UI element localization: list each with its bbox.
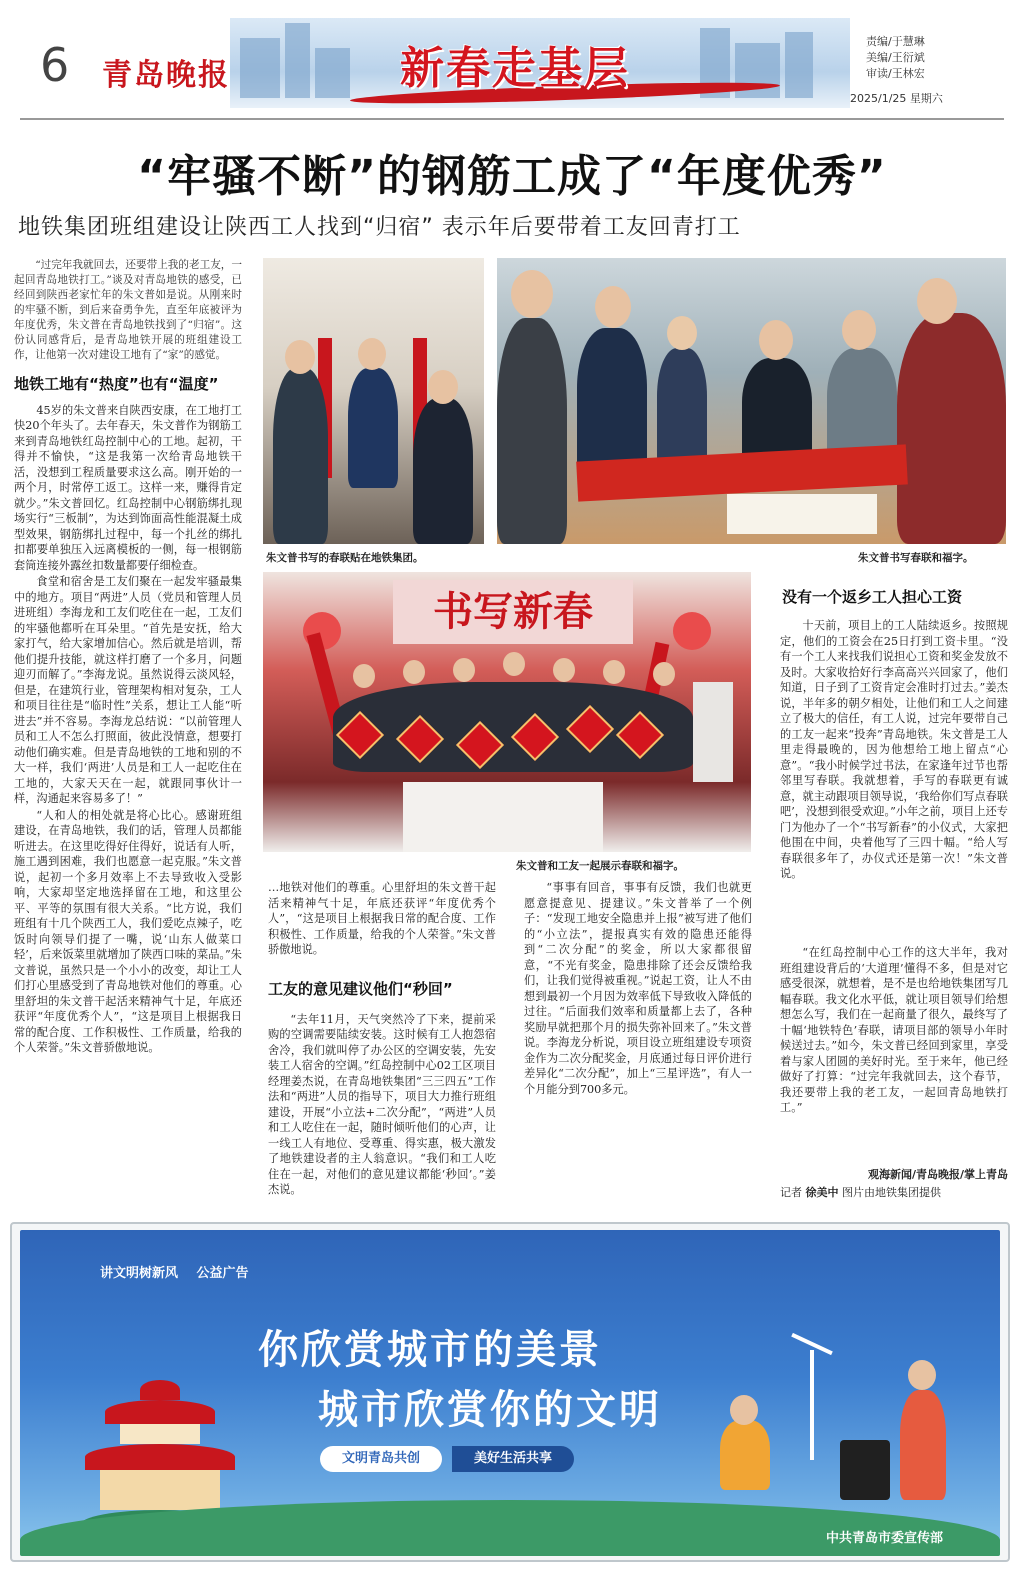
date: 2025/1/25 [850,92,907,105]
paper-logo: 青岛晚报 [102,58,230,93]
credit-line: 美编/王衍斌 [866,51,925,64]
paragraph: 十天前，项目上的工人陆续返乡。按照规定，他们的工资会在25日打到工资卡里。“没有一个工人来找我们说担心工资和奖金发放不及时。大家收拾好行李高高兴兴回家了，他们知道，日子到了工资肯定会准时打过去。”姜杰说，半年多的朝夕相处，让他们和工人之间建立了极大的信任，有工人说，过完年要带自己的工友一起来“投奔”青岛地铁。朱文普是工人里走得最晚的，因为他想给工地上留点“心意”。“我小时候学过书法，在家逢年过节也帮邻里写春联。我就想着，手写的春联更有诚意，就主动跟项目领导说，‘我给你们写点春联吧’，没想到很受欢迎。”小年之前，项目上还专门为他办了一个“书写新春”的小仪式，大家把他围在中间，央着他写了三四十幅。“给人写春联很多年了，办仪式还是第一次！”朱文普说。 [780,619,1008,880]
section-title-1: 地铁工地有“热度”也有“温度” [14,375,219,393]
banner-title: 新春走基层 [400,43,630,94]
byline [780,1185,1008,1201]
paragraph: “在红岛控制中心工作的这大半年，我对班组建设背后的‘大道理’懂得不多，但是对它感受很深，就想着，是不是也给地铁集团写几幅春联。我文化水平低，就让项目领导们给想想怎么写，我们在一起商量了很久，最终写了十幅‘地铁特色’春联，请项目部的领导小年时候送过去。”如今，朱文普已经回到家里，享受着与家人团圆的美好时光。至于来年，他已经做好了打算：“过完年我就回去，这个春节，我还要带上我的老工友，一起回青岛地铁打工。” [780,946,1008,1114]
paragraph: 45岁的朱文普来自陕西安康，在工地打工快20个年头了。去年春天，朱文普作为钢筋工来到青岛地铁红岛控制中心的工地。起初，干得并不愉快，“这是我第一次给青岛地铁干活，没想到工程质量要求这么高。刚开始的一两个月，时常停工返工。这样一来，赚得肯定就少。”朱文普回忆。红岛控制中心钢筋绑扎现场实行“三板制”，为达到饰面高性能混凝土成型效果，钢筋绑扎过程中，每一个扎丝的绑扎扣都要单独压入远离模板的一侧，每一根钢筋套筒连接外露丝扣数量都要仔细检查。 [14,403,242,572]
ad-tags [100,1262,263,1281]
credit-line: 审读/王林宏 [866,67,925,80]
trash-bin [840,1440,890,1500]
photo-caption-1: 朱文普书写的春联贴在地铁集团。 [266,552,424,564]
column-2 [268,880,496,1209]
photo-writing-couplets [497,258,1006,544]
photo-credit: 图片由地铁集团提供 [842,1185,941,1199]
dateline [850,90,943,106]
column-1 [14,258,242,1059]
photo-caption-2: 朱文普书写春联和福字。 [858,552,974,564]
ad-pill-1: 文明青岛共创 [320,1446,442,1472]
paragraph: “事事有回音，事事有反馈，我们也就更愿意提意见、提建议。”朱文普举了一个例子：“发现工地安全隐患并上报”被写进了他们的“小立法”，提报真实有效的隐患还能得到“二次分配”的奖金，所以大家都很留意，“不光有奖金，隐患排除了还会反馈给我们，让我们觉得被重视。”说起工资，让人不由想到最初一个月因为效率低下导致收入降低的过往。“后面我们效率和质量都上去了，各种奖励早就把那个月的损失弥补回来了。”朱文普说。李海龙分析说，项目设立班组建设专项资金作为二次分配奖金，月底通过每日评价进行差异化“二次分配”，加上“三星评选”，有人一个月能分到700多元。 [524,881,752,1096]
column-4 [780,618,1008,1200]
ad-slogan-1: 你欣赏城市的美景 [258,1327,602,1373]
photo-couplets-on-door [263,258,484,544]
weekday: 星期六 [909,92,943,105]
section-title-3: 没有一个返乡工人担心工资 [782,588,963,606]
paragraph-continued: …地铁对他们的尊重。心里舒坦的朱文普干起活来精神气十足，年底还获评“年度优秀个人”，“这是项目上根据我日常的配合度、工作积极性、工作质量，给我的个人荣誉。”朱文普骄傲地说。 [268,881,496,956]
ad-pill-2: 美好生活共享 [452,1446,574,1472]
paragraph: “去年11月，天气突然冷了下来，提前采购的空调需要陆续安装。这时候有工人抱怨宿舍冷，我们就叫停了办公区的空调安装，先安装工人宿舍的空调。”红岛控制中心02工区项目经理姜杰说，在青岛地铁集团“三三四五”工作法和“两进”人员的指导下，项目大力推行班组建设，开展“小立法+二次分配”，“两进”人员和工人吃住在一起，随时倾听他们的心声，让一线工人有地位、受尊重、得实惠，极大激发了地铁建设者的主人翁意识。“我们和工人吃住在一起，对他们的意见建议都能‘秒回’。”姜杰说。 [268,1012,496,1196]
header-rule [20,118,1004,120]
section-title-2: 工友的意见建议他们“秒回” [268,980,453,998]
column-3 [524,880,752,1211]
photo-group-showing-fu [263,572,751,852]
volunteer-figure [900,1390,946,1500]
reporter-label: 记者 [780,1185,802,1199]
page-number: 6 [40,38,70,92]
editor-credits [866,34,925,82]
sign-text: 书写新春 [393,580,633,644]
ad-tag: 讲文明树新风 [100,1266,179,1281]
ad-sponsor: 中共青岛市委宣传部 [826,1531,944,1546]
ad-tag: 公益广告 [196,1266,249,1281]
ad-slogan-2: 城市欣赏你的文明 [318,1387,662,1433]
source-line: 观海新闻/青岛晚报/掌上青岛 [867,1168,1008,1181]
paragraph: “人和人的相处就是将心比心。感谢班组建设，在青岛地铁，我们的话，管理人员都能听进去。在这里吃得好住得好，说话有人听，施工遇到困难，我们也愿意一起克服。”朱文普说，起初一个多月效率上不去导致收入受影响，大家却坚定地选择留在工地，和这里公平、平等的氛围有很大关系。“比方说，我们班组有十几个陕西工人，我们爱吃点辣子，吃饭时向领导们提了一嘴，说‘山东人做菜口轻’，后来饭菜里就增加了陕西口味的菜品。”朱文普说，虽然只是一个小小的改变，却让工人们打心里感受到了青岛地铁对他们的尊重。心里舒坦的朱文普干起活来精神气十足，年底还获评“年度优秀个人”，“这是项目上根据我日常的配合度、工作积极性、工作质量，给我的个人荣誉。”朱文普骄傲地说。 [14,808,242,1054]
subheadline: 地铁集团班组建设让陕西工人找到“归宿” 表示年后要带着工友回青打工 [18,215,741,240]
photo-caption-3: 朱文普和工友一起展示春联和福字。 [516,860,684,872]
volunteer-figure [720,1420,770,1490]
credit-line: 责编/于慧琳 [866,35,925,48]
paragraph: 食堂和宿舍是工友们聚在一起发牢骚最集中的地方。项目“两进”人员（党员和管理人员进班组）李海龙和工友们吃住在一起，工友们的牢骚他都听在耳朵里。“首先是安抚，给大家打气，给大家增加信心。然后就是培训，帮他们提升技能，就这样打磨了一个多月，问题迎刃而解了。”李海龙说。虽然说得云淡风轻，但是，在建筑行业，管理架构相对复杂，工人和项目往往是“临时性”关系，想让工人能“听进去”并不容易。李海龙总结说：“以前管理人员和工人不怎么打照面，彼此没情意，想要打动他们确实难。但是青岛地铁的工地和别的不大一样，我们‘两进’人员是和工人一起吃住在工地的，大家天天在一起，就跟同事伙计一样，沟通起来容易多了！” [14,575,242,805]
headline: “牢骚不断”的钢筋工成了“年度优秀” [137,151,887,202]
reporter-name: 徐美中 [805,1185,839,1199]
lead-paragraph: “过完年我就回去，还要带上我的老工友，一起回青岛地铁打工。”谈及对青岛地铁的感受，已经回到陕西老家忙年的朱文普如是说。从刚来时的牢骚不断，到后来奋勇争先，直至年底被评为年度优秀，朱文普在青岛地铁找到了“归宿”。这份认同感背后，是青岛地铁开展的班组建设工作，让他第一次对建设工地有了“家”的感觉。 [14,259,242,361]
section-banner [230,18,850,108]
